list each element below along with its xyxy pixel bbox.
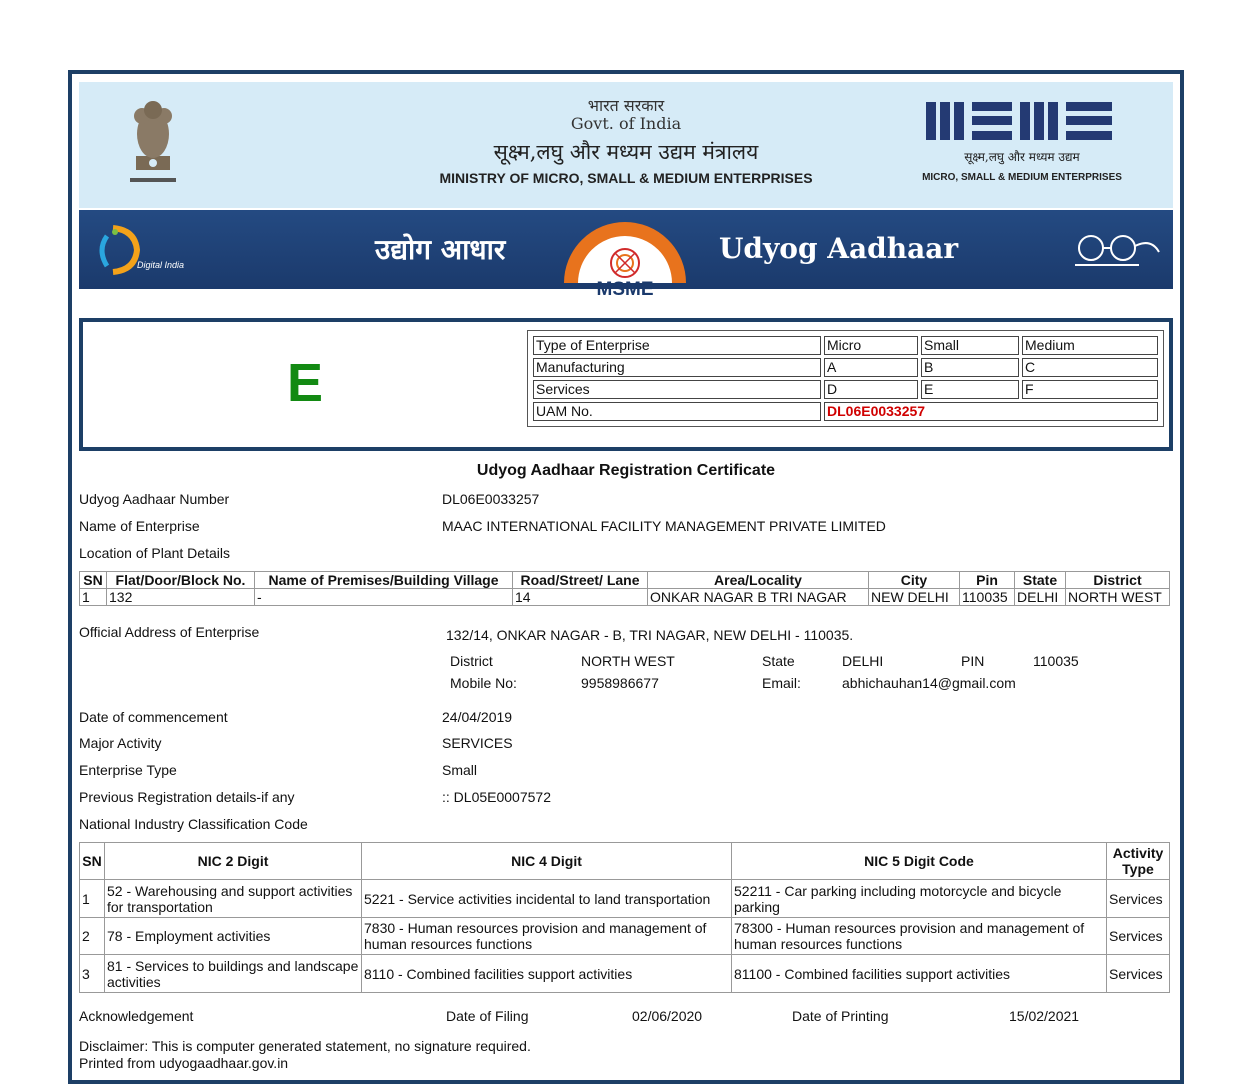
- major-activity-label: Major Activity: [79, 735, 162, 751]
- banner-english: Udyog Aadhaar: [719, 232, 959, 265]
- enterprise-type-label: Enterprise Type: [79, 762, 177, 778]
- certificate-title: Udyog Aadhaar Registration Certificate: [476, 462, 776, 479]
- plant-table-header: [80, 572, 1170, 589]
- nic-header-cell: NIC 2 Digit: [105, 843, 362, 880]
- nic-cell: 78 - Employment activities: [105, 918, 362, 955]
- table-row: [80, 589, 1170, 606]
- plant-header-cell: SN: [80, 572, 107, 589]
- plant-cell: 132: [107, 589, 255, 606]
- previous-registration-value: :: DL05E0007572: [442, 789, 551, 805]
- banner-hindi: उद्योग आधार: [375, 233, 506, 266]
- category-cell: A: [824, 358, 918, 377]
- nic-cell: 2: [80, 918, 105, 955]
- printing-date-value: 15/02/2021: [1009, 1008, 1080, 1024]
- category-row: [533, 380, 1158, 399]
- nic-header-cell: Activity Type: [1107, 843, 1170, 880]
- major-activity-value: SERVICES: [442, 735, 513, 751]
- commencement-label: Date of commencement: [79, 709, 228, 725]
- plant-cell: NORTH WEST: [1066, 589, 1170, 606]
- pin-value: 110035: [1033, 653, 1079, 669]
- nic-cell: 81100 - Combined facilities support activities: [732, 955, 1107, 993]
- enterprise-category-box: [79, 318, 1173, 451]
- nic-table: [79, 842, 1170, 993]
- category-cell: Micro: [824, 336, 918, 355]
- nic-header-cell: NIC 4 Digit: [362, 843, 732, 880]
- nic-cell: 52 - Warehousing and support activities for transportation: [105, 880, 362, 918]
- category-cell: B: [921, 358, 1019, 377]
- official-address-label: Official Address of Enterprise: [79, 624, 260, 640]
- digital-india-label: Digital India: [137, 260, 185, 270]
- nic-header-cell: SN: [80, 843, 105, 880]
- nic-cell: 52211 - Car parking including motorcycle and bicycle parking: [732, 880, 1107, 918]
- mobile-value: 9958986677: [581, 675, 659, 691]
- commencement-value: 24/04/2019: [442, 709, 513, 725]
- plant-cell: 110035: [960, 589, 1015, 606]
- category-table: [527, 330, 1164, 427]
- state-value: DELHI: [842, 653, 884, 669]
- nic-cell: 7830 - Human resources provision and management of human resources functions: [362, 918, 732, 955]
- table-row: [80, 955, 1170, 993]
- category-letter: E: [286, 353, 324, 413]
- aadhaar-seal-icon: [563, 213, 687, 283]
- plant-header-cell: Name of Premises/Building Village: [255, 572, 513, 589]
- mobile-label: Mobile No:: [450, 675, 517, 691]
- plant-table: [79, 571, 1170, 606]
- enterprise-type-value: Small: [442, 762, 478, 778]
- table-row: [80, 880, 1170, 918]
- plant-location-label: Location of Plant Details: [79, 545, 230, 561]
- ministry-hindi: सूक्ष्म,लघु और मध्यम उद्यम मंत्रालय: [493, 140, 759, 164]
- govt-english: Govt. of India: [570, 114, 682, 133]
- msme-english: MICRO, SMALL & MEDIUM ENTERPRISES: [922, 172, 1122, 183]
- pin-label: PIN: [961, 653, 985, 669]
- email-value: abhichauhan14@gmail.com: [842, 675, 1016, 691]
- plant-header-cell: Road/Street/ Lane: [513, 572, 648, 589]
- filing-date-value: 02/06/2020: [632, 1008, 703, 1024]
- printed-from-text: Printed from udyogaadhaar.gov.in: [79, 1055, 289, 1071]
- nic-cell: 1: [80, 880, 105, 918]
- msme-wordmark-icon: [922, 96, 1122, 146]
- nic-cell: 8110 - Combined facilities support activities: [362, 955, 732, 993]
- nic-header-cell: NIC 5 Digit Code: [732, 843, 1107, 880]
- msme-logo: [922, 96, 1122, 192]
- plant-cell: 1: [80, 589, 107, 606]
- uam-row: [533, 402, 1158, 421]
- table-row: [80, 918, 1170, 955]
- plant-header-cell: District: [1066, 572, 1170, 589]
- category-cell: C: [1022, 358, 1158, 377]
- state-label: State: [762, 653, 795, 669]
- plant-cell: 14: [513, 589, 648, 606]
- national-emblem-icon: [118, 94, 188, 192]
- enterprise-name-label: Name of Enterprise: [79, 518, 200, 534]
- category-row: [533, 358, 1158, 377]
- plant-header-cell: City: [869, 572, 960, 589]
- category-cell: F: [1022, 380, 1158, 399]
- uam-label: UAM No.: [533, 402, 821, 421]
- disclaimer-text: Disclaimer: This is computer generated statement, no signature required.: [79, 1038, 531, 1054]
- plant-header-cell: Flat/Door/Block No.: [107, 572, 255, 589]
- category-cell: E: [921, 380, 1019, 399]
- category-cell: D: [824, 380, 918, 399]
- ministry-english: MINISTRY OF MICRO, SMALL & MEDIUM ENTERPRISES: [439, 170, 813, 186]
- aadhaar-number-value: DL06E0033257: [442, 491, 540, 507]
- nic-cell: 5221 - Service activities incidental to land transportation: [362, 880, 732, 918]
- uam-number: DL06E0033257: [824, 402, 1158, 421]
- plant-cell: ONKAR NAGAR B TRI NAGAR: [648, 589, 869, 606]
- seal-msme-label: MSME: [596, 279, 654, 300]
- category-cell: Services: [533, 380, 821, 399]
- nic-label: National Industry Classification Code: [79, 816, 308, 832]
- nic-cell: Services: [1107, 955, 1170, 993]
- plant-header-cell: Area/Locality: [648, 572, 869, 589]
- nic-cell: 3: [80, 955, 105, 993]
- district-label: District: [450, 653, 493, 669]
- email-label: Email:: [762, 675, 801, 691]
- district-value: NORTH WEST: [581, 653, 675, 669]
- plant-cell: NEW DELHI: [869, 589, 960, 606]
- nic-table-header: [80, 843, 1170, 880]
- plant-header-cell: Pin: [960, 572, 1015, 589]
- msme-hindi: सूक्ष्म,लघु और मध्यम उद्यम: [964, 150, 1080, 164]
- category-cell: Manufacturing: [533, 358, 821, 377]
- plant-cell: -: [255, 589, 513, 606]
- digital-india-logo: [93, 222, 189, 278]
- nic-cell: Services: [1107, 918, 1170, 955]
- udyog-aadhaar-seal: [563, 213, 687, 303]
- nic-cell: 81 - Services to buildings and landscape activities: [105, 955, 362, 993]
- plant-cell: DELHI: [1015, 589, 1066, 606]
- official-address-line: 132/14, ONKAR NAGAR - B, TRI NAGAR, NEW DELHI - 110035.: [446, 627, 854, 643]
- enterprise-name-value: MAAC INTERNATIONAL FACILITY MANAGEMENT PRIVATE LIMITED: [442, 518, 886, 534]
- acknowledgement-label: Acknowledgement: [79, 1008, 194, 1024]
- plant-header-cell: State: [1015, 572, 1066, 589]
- nic-cell: 78300 - Human resources provision and management of human resources functions: [732, 918, 1107, 955]
- category-cell: Small: [921, 336, 1019, 355]
- printing-date-label: Date of Printing: [792, 1008, 889, 1024]
- govt-hindi: भारत सरकार: [587, 96, 665, 115]
- category-cell: Type of Enterprise: [533, 336, 821, 355]
- filing-date-label: Date of Filing: [446, 1008, 529, 1024]
- aadhaar-number-label: Udyog Aadhaar Number: [79, 491, 230, 507]
- nic-cell: Services: [1107, 880, 1170, 918]
- swachh-bharat-icon: [1065, 232, 1161, 272]
- category-row: [533, 336, 1158, 355]
- category-cell: Medium: [1022, 336, 1158, 355]
- previous-registration-label: Previous Registration details-if any: [79, 789, 295, 805]
